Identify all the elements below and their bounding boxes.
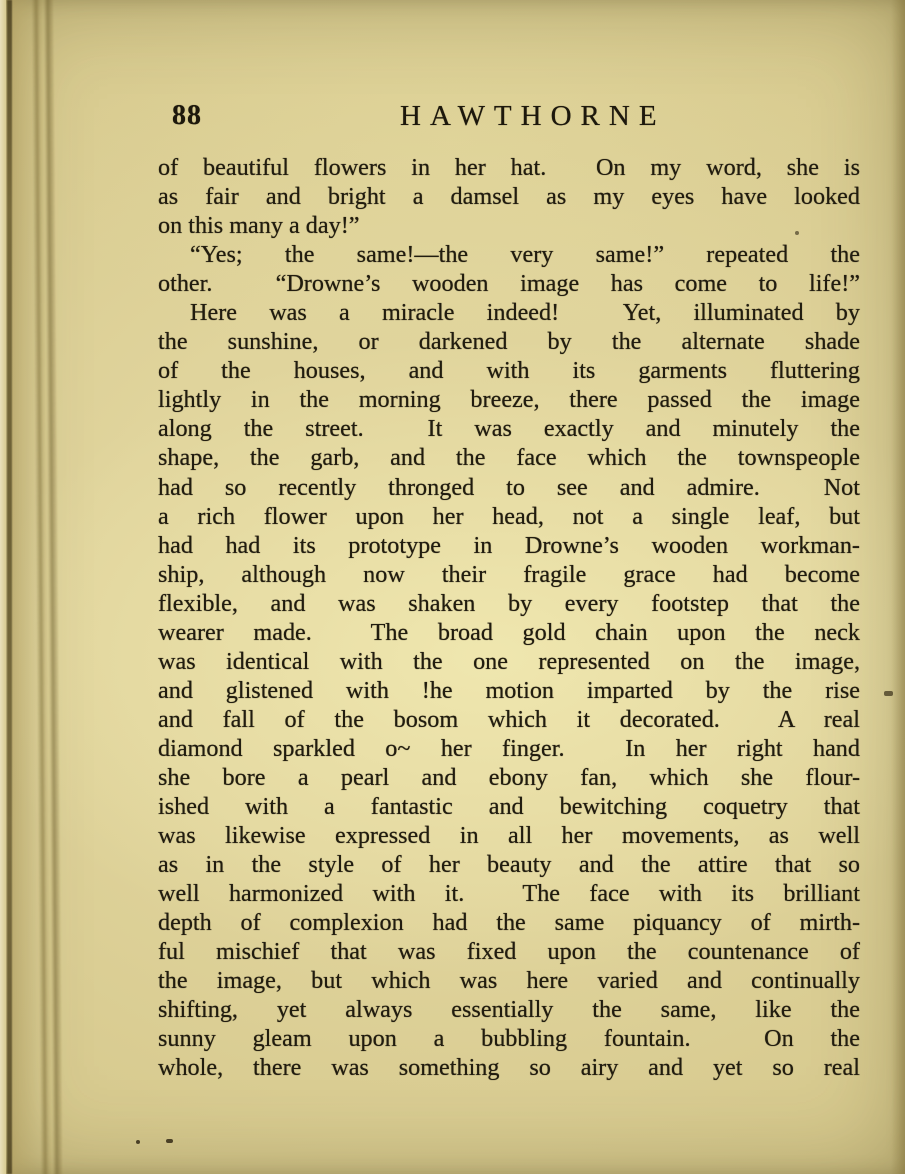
text-line: wearer made. The broad gold chain upon the neck xyxy=(158,618,860,646)
text-line: of beautiful flowers in her hat. On my word, she is xyxy=(158,154,860,181)
text-line: was likewise expressed in all her movements, as well xyxy=(158,822,860,850)
ink-speck xyxy=(884,691,893,696)
ink-speck xyxy=(136,1140,140,1144)
text-line: and glistened with !he motion imparted by the rise xyxy=(158,676,860,704)
right-edge-shadow xyxy=(891,0,905,1174)
text-line: sunny gleam upon a bubbling fountain. On the xyxy=(158,1025,860,1053)
text-line: as in the style of her beauty and the attire that so xyxy=(158,851,860,879)
text-line: shape, the garb, and the face which the townspeople xyxy=(158,444,860,472)
text-line: flexible, and was shaken by every footstep that the xyxy=(158,589,860,617)
text-line: lightly in the morning breeze, there passed the image xyxy=(158,386,860,414)
text-line: a rich flower upon her head, not a single leaf, but xyxy=(158,502,860,530)
page-header xyxy=(158,100,860,140)
text-line: shifting, yet always essentially the same, like the xyxy=(158,996,860,1024)
text-line: she bore a pearl and ebony fan, which she flour- xyxy=(158,763,860,791)
text-line: the sunshine, or darkened by the alternate shade xyxy=(158,328,860,356)
text-line: of the houses, and with its garments fluttering xyxy=(158,357,860,385)
text-line: as fair and bright a damsel as my eyes have looked xyxy=(158,183,860,211)
text-line: on this many a day!” xyxy=(158,212,360,240)
text-line: other. “Drowne’s wooden image has come to life!” xyxy=(158,270,860,298)
text-line: whole, there was something so airy and yet so real xyxy=(158,1054,860,1082)
text-line: Here was a miracle indeed! Yet, illuminated by xyxy=(190,299,860,327)
text-line: diamond sparkled o~ her finger. In her right hand xyxy=(158,734,860,762)
text-line: the image, but which was here varied and continually xyxy=(158,967,860,995)
text-line: depth of complexion had the same piquancy of mirth- xyxy=(158,909,860,937)
text-line: was identical with the one represented on the image, xyxy=(158,647,860,675)
text-line: had had its prototype in Drowne’s wooden workman- xyxy=(158,531,860,559)
text-line: ship, although now their fragile grace had become xyxy=(158,560,860,588)
gutter-line xyxy=(7,0,12,1174)
text-line: “Yes; the same!—the very same!” repeated the xyxy=(190,241,860,269)
text-line: well harmonized with it. The face with its brilliant xyxy=(158,880,860,908)
text-line: ished with a fantastic and bewitching coquetry that xyxy=(158,793,860,821)
text-line: along the street. It was exactly and minutely the xyxy=(158,415,860,443)
ink-speck xyxy=(166,1139,173,1143)
text-line: and fall of the bosom which it decorated. A real xyxy=(158,705,860,733)
text-line: had so recently thronged to see and admire. Not xyxy=(158,473,860,501)
page-text xyxy=(158,153,860,1083)
running-head-title: HAWTHORNE xyxy=(400,100,666,132)
page-number: 88 xyxy=(172,100,202,131)
text-line: ful mischief that was fixed upon the countenance of xyxy=(158,938,860,966)
ink-speck xyxy=(795,231,799,235)
page-edge-strip xyxy=(0,0,6,1174)
